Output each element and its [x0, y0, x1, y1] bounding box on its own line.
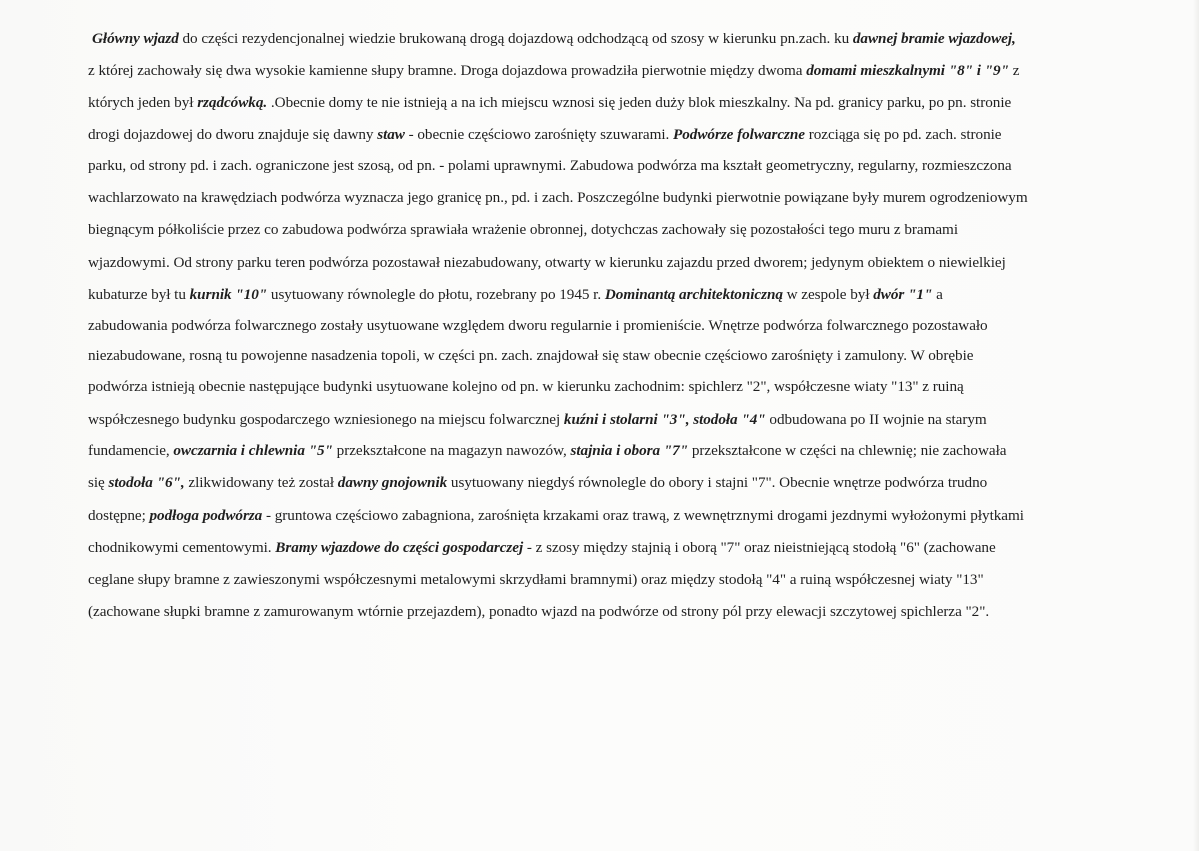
text-line-16	[88, 506, 1024, 526]
text-run: których jeden był	[88, 94, 198, 111]
text-run: - obecnie częściowo zarośnięty szuwarami.	[404, 126, 674, 143]
emphasized-text: kuźni i stolarni "3", stodoła "4"	[563, 411, 766, 428]
text-run: przekształcone w części na chlewnię; nie zachowała	[688, 442, 1007, 459]
emphasized-text: podłoga podwórza	[149, 507, 263, 524]
text-run: przekształcone na magazyn nawozów,	[332, 442, 571, 459]
text-run: - gruntowa częściowo zabagniona, zarośnięta krzakami oraz trawą, z wewnętrznymi drogami jezdnymi wyłożonymi płytkami	[262, 507, 1024, 524]
text-run: odbudowana po II wojnie na starym	[765, 411, 987, 428]
emphasized-text: dawnej bramie wjazdowej,	[852, 30, 1016, 47]
text-run: a	[932, 286, 943, 303]
text-run: usytuowany równolegle do płotu, rozebrany po 1945 r.	[267, 286, 605, 303]
text-line-2	[88, 61, 1019, 81]
text-run: usytuowany niegdyś równolegle do obory i stajni "7". Obecnie wnętrze podwórza trudno	[447, 474, 988, 491]
text-run: wjazdowymi. Od strony parku teren podwórza pozostawał niezabudowany, otwarty w kierunku zajazdu przed dworem; jedynym obiektem o niewielkiej	[88, 254, 1006, 271]
text-run: kubaturze był tu	[88, 286, 190, 303]
text-run: z której zachowały się dwa wysokie kamienne słupy bramne. Droga dojazdowa prowadziła pierwotnie między dwoma	[88, 62, 807, 79]
text-run: drogi dojazdowej do dworu znajduje się dawny	[88, 126, 378, 143]
emphasized-text: dwór "1"	[873, 286, 933, 303]
emphasized-text: stajnia i obora "7"	[570, 442, 689, 459]
emphasized-text: dawny gnojownik	[337, 474, 448, 491]
text-run: dostępne;	[88, 507, 150, 524]
emphasized-text: rządcówką.	[197, 94, 268, 111]
text-run: podwórza istnieją obecnie następujące budynki usytuowane kolejno od pn. w kierunku zachodnim: spichlerz "2", współczesne wiaty "13" z ruiną	[88, 378, 964, 395]
emphasized-text: kurnik "10"	[189, 286, 268, 303]
text-run: rozciąga się po pd. zach. stronie	[804, 126, 1002, 143]
emphasized-text: staw	[377, 126, 405, 143]
text-line-14	[88, 441, 1006, 461]
text-line-5	[88, 156, 1012, 176]
text-run: .Obecnie domy te nie istnieją a na ich miejscu wznosi się jeden duży blok mieszkalny. Na pd. granicy parku, po pn. stronie	[267, 94, 1012, 111]
text-line-8	[88, 253, 1006, 273]
text-line-19	[88, 602, 989, 622]
text-line-9	[88, 285, 943, 305]
text-run: wachlarzowato na krawędziach podwórza wyznacza jego granicę pn., pd. i zach. Poszczególne budynki pierwotnie powiązane były murem ogrodzeniowym	[88, 189, 1028, 206]
text-line-10	[88, 316, 988, 336]
emphasized-text: stodoła "6",	[108, 474, 185, 491]
text-run: zlikwidowany też został	[184, 474, 338, 491]
text-line-4	[88, 125, 1001, 145]
emphasized-text: domami mieszkalnymi "8" i "9"	[806, 62, 1009, 79]
text-line-18	[88, 570, 984, 590]
text-line-7	[88, 220, 958, 240]
emphasized-text: Dominantą architektoniczną	[604, 286, 783, 303]
text-run: w zespole był	[782, 286, 874, 303]
text-run: do części rezydencjonalnej wiedzie brukowaną drogą dojazdową odchodzącą od szosy w kierunku pn.zach. ku	[178, 30, 853, 47]
text-line-11	[88, 346, 973, 366]
text-run: się	[88, 474, 109, 491]
text-run: ceglane słupy bramne z zawieszonymi współczesnymi metalowymi skrzydłami bramnymi) oraz między stodołą "4" a ruiną współczesnej wiaty "13"	[88, 571, 984, 588]
text-line-3	[88, 93, 1011, 113]
text-line-6	[88, 188, 1028, 208]
text-line-1	[92, 29, 1016, 49]
emphasized-text: Główny wjazd	[92, 30, 179, 47]
text-line-12	[88, 377, 964, 397]
text-run: biegnącym półkoliście przez co zabudowa podwórza sprawiała wrażenie obronnej, dotychczas zachowały się pozostałości tego muru z bramami	[88, 221, 958, 238]
text-run: zabudowania podwórza folwarcznego zostały usytuowane względem dworu regularnie i promieniście. Wnętrze podwórza folwarcznego pozostawało	[88, 317, 988, 334]
text-line-17	[88, 538, 996, 558]
text-run: - z szosy między stajnią i oborą "7" oraz nieistniejącą stodołą "6" (zachowane	[523, 539, 996, 556]
emphasized-text: Bramy wjazdowe do części gospodarczej	[275, 539, 524, 556]
text-line-15	[88, 473, 987, 493]
text-run: chodnikowymi cementowymi.	[88, 539, 276, 556]
text-run: parku, od strony pd. i zach. ograniczone jest szosą, od pn. - polami uprawnymi. Zabudowa podwórza ma kształt geometryczny, regularny, rozmieszczona	[88, 157, 1012, 174]
text-run: współczesnego budynku gospodarczego wzniesionego na miejscu folwarcznej	[88, 411, 564, 428]
emphasized-text: Podwórze folwarczne	[673, 126, 805, 143]
text-run: niezabudowane, rosną tu powojenne nasadzenia topoli, w części pn. zach. znajdował się staw obecnie częściowo zarośnięty i zamulony. W obrębie	[88, 347, 974, 364]
text-run: (zachowane słupki bramne z zamurowanym wtórnie przejazdem), ponadto wjazd na podwórze od strony pól przy elewacji szczytowej spichlerza "2".	[88, 603, 990, 620]
emphasized-text: owczarnia i chlewnia "5"	[173, 442, 333, 459]
text-run: z	[1008, 62, 1020, 79]
text-line-13	[88, 410, 987, 430]
text-run: fundamencie,	[88, 442, 174, 459]
